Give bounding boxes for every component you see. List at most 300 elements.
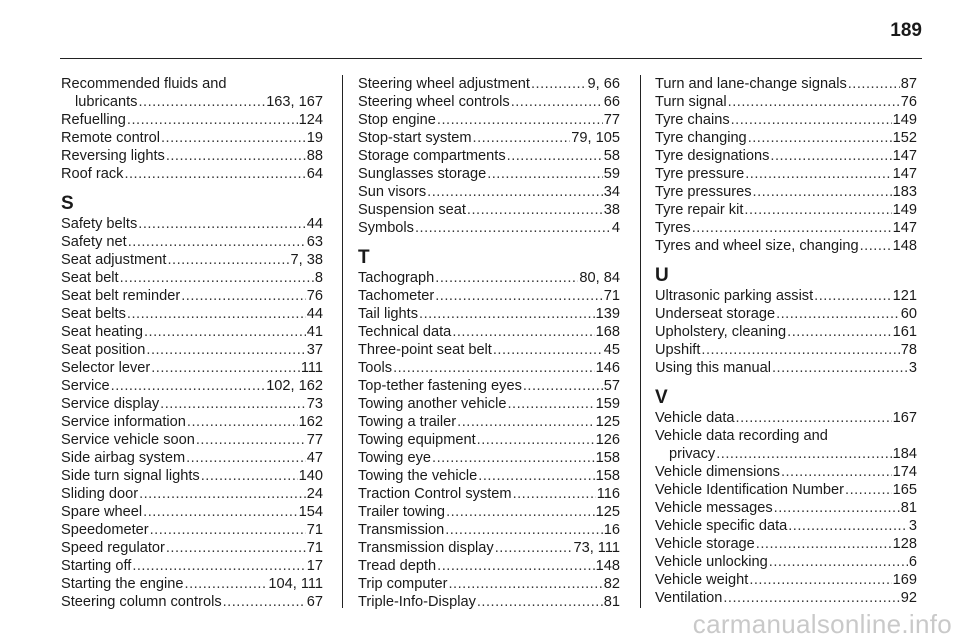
index-entry — [358, 323, 620, 341]
page-reference[interactable]: 44 — [306, 216, 323, 232]
page-reference[interactable]: 34 — [603, 184, 620, 200]
index-term: Side turn signal lights — [61, 468, 200, 484]
page-reference[interactable]: 125 — [595, 414, 620, 430]
page-reference[interactable]: 63 — [306, 234, 323, 250]
index-entry — [358, 593, 620, 611]
dot-leader — [437, 111, 603, 129]
index-entry — [655, 589, 917, 607]
dot-leader — [435, 269, 578, 287]
page-reference[interactable]: 148 — [892, 238, 917, 254]
section-letter-heading: S — [61, 193, 74, 214]
index-term: Vehicle unlocking — [655, 554, 768, 570]
dot-leader — [507, 395, 594, 413]
page-reference[interactable]: 59 — [603, 166, 620, 182]
page-reference[interactable]: 6 — [908, 554, 917, 570]
dot-leader — [770, 147, 891, 165]
page-reference[interactable]: 159 — [595, 396, 620, 412]
page-reference[interactable]: 77 — [306, 432, 323, 448]
index-term: Upholstery, cleaning — [655, 324, 787, 340]
index-entry — [61, 75, 323, 111]
page-reference[interactable]: 148 — [595, 558, 620, 574]
page-reference[interactable]: 147 — [892, 166, 917, 182]
index-entry — [61, 503, 323, 521]
page-reference[interactable]: 102, 162 — [266, 378, 323, 394]
page-reference[interactable]: 3 — [908, 360, 917, 376]
page-reference[interactable]: 158 — [595, 468, 620, 484]
index-entry — [61, 413, 323, 431]
dot-leader — [446, 503, 595, 521]
section-letter-heading: V — [655, 387, 668, 408]
dot-leader — [160, 395, 306, 413]
dot-leader — [151, 359, 300, 377]
index-term: Steering column controls — [61, 594, 222, 610]
index-entry — [61, 251, 323, 269]
dot-leader — [845, 481, 892, 499]
index-term: Storage compartments — [358, 148, 506, 164]
page-reference[interactable]: 126 — [595, 432, 620, 448]
index-entry — [61, 539, 323, 557]
index-entry — [61, 111, 323, 129]
page-reference[interactable]: 167 — [892, 410, 917, 426]
dot-leader — [185, 575, 268, 593]
index-term: Transmission display — [358, 540, 494, 556]
dot-leader — [196, 431, 306, 449]
index-entry — [655, 481, 917, 499]
index-entry — [358, 413, 620, 431]
dot-leader — [513, 485, 596, 503]
dot-leader — [167, 251, 289, 269]
index-entry — [61, 485, 323, 503]
page-reference[interactable]: 162 — [298, 414, 323, 430]
index-entry — [61, 305, 323, 323]
page-reference[interactable]: 73, 111 — [573, 540, 620, 556]
index-term: Tyres — [655, 220, 691, 236]
index-entry — [358, 575, 620, 593]
page-reference[interactable]: 152 — [892, 130, 917, 146]
page-reference[interactable]: 140 — [298, 468, 323, 484]
dot-leader — [860, 237, 892, 255]
dot-leader — [772, 359, 908, 377]
index-entry — [61, 395, 323, 413]
dot-leader — [692, 219, 892, 237]
index-entry — [358, 377, 620, 395]
index-term: Service — [61, 378, 110, 394]
index-term: Ventilation — [655, 590, 723, 606]
page-reference[interactable]: 3 — [908, 518, 917, 534]
index-entry — [655, 553, 917, 571]
section-letter-heading: U — [655, 265, 669, 286]
index-entry — [358, 449, 620, 467]
index-term: Technical data — [358, 324, 452, 340]
index-entry — [358, 503, 620, 521]
page-reference[interactable]: 47 — [306, 450, 323, 466]
dot-leader — [432, 449, 595, 467]
index-term: Remote control — [61, 130, 160, 146]
index-entry — [655, 287, 917, 305]
index-entry — [358, 359, 620, 377]
index-entry — [61, 129, 323, 147]
index-term: Service display — [61, 396, 160, 412]
index-entry — [655, 463, 917, 481]
index-term: Seat adjustment — [61, 252, 167, 268]
dot-leader — [748, 129, 892, 147]
index-entry — [358, 111, 620, 129]
index-entry — [358, 129, 620, 147]
page-reference[interactable]: 58 — [603, 148, 620, 164]
dot-leader — [138, 93, 265, 111]
dot-leader — [457, 413, 594, 431]
index-term: Upshift — [655, 342, 701, 358]
index-entry — [61, 323, 323, 341]
index-term: Tread depth — [358, 558, 437, 574]
index-term: Towing the vehicle — [358, 468, 478, 484]
dot-leader — [419, 305, 595, 323]
index-entry — [655, 129, 917, 147]
index-term: Underseat storage — [655, 306, 776, 322]
index-term: Transmission — [358, 522, 445, 538]
dot-leader — [435, 287, 603, 305]
index-term: Tools — [358, 360, 393, 376]
index-entry — [61, 233, 323, 251]
index-term: Starting the engine — [61, 576, 184, 592]
index-term: Vehicle messages — [655, 500, 773, 516]
index-term: Vehicle data recording and — [655, 428, 828, 444]
index-term: Towing eye — [358, 450, 432, 466]
index-column-2 — [358, 75, 620, 611]
page-reference[interactable]: 67 — [306, 594, 323, 610]
index-term: Service vehicle soon — [61, 432, 195, 448]
dot-leader — [523, 377, 603, 395]
dot-leader — [128, 233, 306, 251]
index-term: Tail lights — [358, 306, 419, 322]
index-entry — [61, 521, 323, 539]
index-entry — [358, 341, 620, 359]
index-entry — [655, 499, 917, 517]
dot-leader — [143, 503, 298, 521]
index-term: Sun visors — [358, 184, 427, 200]
page-reference[interactable]: 66 — [603, 94, 620, 110]
index-term: Tyre repair kit — [655, 202, 744, 218]
index-entry — [358, 521, 620, 539]
index-entry — [358, 287, 620, 305]
dot-leader — [437, 557, 594, 575]
index-term: Trip computer — [358, 576, 448, 592]
dot-leader — [701, 341, 899, 359]
page-reference[interactable]: 78 — [900, 342, 917, 358]
index-entry — [655, 517, 917, 535]
dot-leader — [473, 129, 571, 147]
index-entry — [61, 467, 323, 485]
dot-leader — [186, 449, 306, 467]
page-reference[interactable]: 7, 38 — [290, 252, 323, 268]
index-term: Suspension seat — [358, 202, 466, 218]
page-reference[interactable]: 128 — [892, 536, 917, 552]
dot-leader — [493, 341, 603, 359]
index-term: Stop-start system — [358, 130, 472, 146]
page-reference[interactable]: 111 — [300, 360, 323, 376]
page-reference[interactable]: 165 — [892, 482, 917, 498]
index-entry — [358, 75, 620, 93]
dot-leader — [731, 111, 892, 129]
dot-leader — [728, 93, 900, 111]
index-entry — [358, 165, 620, 183]
index-entry — [655, 93, 917, 111]
index-term: Safety net — [61, 234, 127, 250]
dot-leader — [744, 201, 891, 219]
index-term: Tyre pressures — [655, 184, 752, 200]
dot-leader — [776, 305, 900, 323]
index-entry — [358, 201, 620, 219]
page-reference[interactable]: 168 — [595, 324, 620, 340]
page-reference[interactable]: 149 — [892, 112, 917, 128]
index-term: Vehicle weight — [655, 572, 749, 588]
index-entry — [655, 111, 917, 129]
dot-leader — [774, 499, 900, 517]
header-rule — [60, 58, 922, 59]
dot-leader — [139, 485, 306, 503]
page-reference[interactable]: 71 — [603, 288, 620, 304]
index-term: Traction Control system — [358, 486, 512, 502]
index-entry — [655, 201, 917, 219]
page-reference[interactable]: 17 — [306, 558, 323, 574]
dot-leader — [415, 219, 611, 237]
index-entry — [358, 539, 620, 557]
dot-leader — [138, 215, 306, 233]
dot-leader — [769, 553, 908, 571]
page-reference[interactable]: 71 — [306, 522, 323, 538]
index-entry — [655, 237, 917, 255]
page-reference[interactable]: 169 — [892, 572, 917, 588]
index-entry — [358, 431, 620, 449]
page-reference[interactable]: 8 — [314, 270, 323, 286]
page-reference[interactable]: 57 — [603, 378, 620, 394]
page-reference[interactable]: 87 — [900, 76, 917, 92]
index-entry — [358, 147, 620, 165]
index-entry — [61, 557, 323, 575]
index-term: Towing a trailer — [358, 414, 457, 430]
page-reference[interactable]: 147 — [892, 220, 917, 236]
index-entry — [358, 467, 620, 485]
index-column-1 — [61, 75, 323, 611]
dot-leader — [445, 521, 603, 539]
page-reference[interactable]: 121 — [892, 288, 917, 304]
page-reference[interactable]: 125 — [595, 504, 620, 520]
dot-leader — [427, 183, 603, 201]
page-reference[interactable]: 163, 167 — [266, 94, 323, 110]
index-term: Tyre pressure — [655, 166, 745, 182]
index-entry — [61, 165, 323, 183]
dot-leader — [507, 147, 603, 165]
index-term: Sliding door — [61, 486, 139, 502]
index-entry — [655, 427, 917, 463]
index-term: Spare wheel — [61, 504, 143, 520]
index-term: Vehicle dimensions — [655, 464, 780, 480]
index-term: Refuelling — [61, 112, 126, 128]
dot-leader — [477, 593, 603, 611]
index-term: Turn and lane-change signals — [655, 76, 847, 92]
index-term: Sunglasses storage — [358, 166, 487, 182]
page-reference[interactable]: 149 — [892, 202, 917, 218]
dot-leader — [749, 571, 891, 589]
page-reference[interactable]: 73 — [306, 396, 323, 412]
index-entry — [358, 305, 620, 323]
index-entry — [655, 75, 917, 93]
index-term-continuation: privacy — [669, 446, 716, 462]
dot-leader — [201, 467, 298, 485]
page-reference[interactable]: 183 — [892, 184, 917, 200]
dot-leader — [736, 409, 892, 427]
column-divider — [342, 75, 343, 608]
index-term: Tyre changing — [655, 130, 747, 146]
page-reference[interactable]: 81 — [603, 594, 620, 610]
dot-leader — [127, 111, 298, 129]
index-entry — [655, 341, 917, 359]
dot-leader — [848, 75, 900, 93]
index-entry — [61, 377, 323, 395]
index-term: Vehicle data — [655, 410, 735, 426]
dot-leader — [788, 517, 908, 535]
page-reference[interactable]: 60 — [900, 306, 917, 322]
dot-leader — [150, 521, 306, 539]
page-reference[interactable]: 80, 84 — [579, 270, 620, 286]
index-term-continuation: lubricants — [75, 94, 138, 110]
index-entry — [358, 183, 620, 201]
page-reference[interactable]: 76 — [900, 94, 917, 110]
page-reference[interactable]: 92 — [900, 590, 917, 606]
index-term: Steering wheel controls — [358, 94, 510, 110]
index-term: Steering wheel adjustment — [358, 76, 530, 92]
dot-leader — [111, 377, 266, 395]
index-term: Tyre chains — [655, 112, 730, 128]
dot-leader — [132, 557, 305, 575]
index-term: Reversing lights — [61, 148, 165, 164]
page-reference[interactable]: 37 — [306, 342, 323, 358]
index-entry — [358, 269, 620, 287]
index-column-3 — [655, 75, 917, 607]
index-term: Seat belt reminder — [61, 288, 181, 304]
index-term: Speed regulator — [61, 540, 165, 556]
dot-leader — [745, 165, 891, 183]
dot-leader — [181, 287, 306, 305]
index-entry — [61, 359, 323, 377]
page-reference[interactable]: 64 — [306, 166, 323, 182]
page-reference[interactable]: 77 — [603, 112, 620, 128]
dot-leader — [477, 431, 595, 449]
page-reference[interactable]: 44 — [306, 306, 323, 322]
watermark: carmanualsonline.info — [692, 609, 952, 639]
page-reference[interactable]: 116 — [596, 486, 620, 502]
index-term: Tyres and wheel size, changing — [655, 238, 859, 254]
page-reference[interactable]: 104, 111 — [268, 576, 323, 592]
dot-leader — [223, 593, 306, 611]
dot-leader — [146, 341, 305, 359]
index-entry — [655, 571, 917, 589]
index-term: Seat belts — [61, 306, 126, 322]
page-reference[interactable]: 124 — [298, 112, 323, 128]
dot-leader — [393, 359, 595, 377]
page-reference[interactable]: 41 — [306, 324, 323, 340]
column-divider — [640, 75, 641, 608]
dot-leader — [511, 93, 603, 111]
index-term: Seat position — [61, 342, 146, 358]
index-term: Three-point seat belt — [358, 342, 492, 358]
index-entry — [61, 269, 323, 287]
dot-leader — [495, 539, 573, 557]
index-term: Speedometer — [61, 522, 149, 538]
page-reference[interactable]: 146 — [595, 360, 620, 376]
page-reference[interactable]: 88 — [306, 148, 323, 164]
index-term: Ultrasonic parking assist — [655, 288, 814, 304]
page-reference[interactable]: 79, 105 — [571, 130, 620, 146]
page-reference[interactable]: 71 — [306, 540, 323, 556]
index-term: Selector lever — [61, 360, 151, 376]
index-entry — [655, 323, 917, 341]
page-reference[interactable]: 184 — [892, 446, 917, 462]
dot-leader — [124, 165, 305, 183]
page-reference[interactable]: 4 — [611, 220, 620, 236]
page-reference[interactable]: 16 — [603, 522, 620, 538]
dot-leader — [531, 75, 587, 93]
index-term: Tachometer — [358, 288, 435, 304]
index-term: Vehicle storage — [655, 536, 755, 552]
index-entry — [358, 219, 620, 237]
index-entry — [61, 575, 323, 593]
index-term: Triple-Info-Display — [358, 594, 476, 610]
dot-leader — [452, 323, 594, 341]
page-reference[interactable]: 38 — [603, 202, 620, 218]
page-reference[interactable]: 139 — [595, 306, 620, 322]
dot-leader — [487, 165, 603, 183]
index-term: Towing equipment — [358, 432, 476, 448]
index-entry — [61, 431, 323, 449]
page-reference[interactable]: 24 — [306, 486, 323, 502]
dot-leader — [787, 323, 891, 341]
dot-leader — [166, 539, 306, 557]
page-reference[interactable]: 174 — [892, 464, 917, 480]
dot-leader — [161, 129, 306, 147]
index-entry — [358, 93, 620, 111]
index-entry — [655, 183, 917, 201]
index-term: Roof rack — [61, 166, 124, 182]
index-term: Towing another vehicle — [358, 396, 507, 412]
page-reference[interactable]: 161 — [892, 324, 917, 340]
index-term: Tyre designations — [655, 148, 770, 164]
index-entry — [655, 305, 917, 323]
dot-leader — [756, 535, 892, 553]
page-reference[interactable]: 81 — [900, 500, 917, 516]
page-reference[interactable]: 45 — [603, 342, 620, 358]
index-entry — [358, 557, 620, 575]
section-letter-heading: T — [358, 247, 370, 268]
page-reference[interactable]: 147 — [892, 148, 917, 164]
index-term: Symbols — [358, 220, 414, 236]
index-term: Service information — [61, 414, 186, 430]
index-term: Vehicle Identification Number — [655, 482, 845, 498]
page-reference[interactable]: 82 — [603, 576, 620, 592]
page-reference[interactable]: 76 — [306, 288, 323, 304]
page-reference[interactable]: 9, 66 — [587, 76, 620, 92]
dot-leader — [166, 147, 306, 165]
dot-leader — [127, 305, 306, 323]
dot-leader — [723, 589, 899, 607]
index-term: Trailer towing — [358, 504, 446, 520]
index-term: Seat belt — [61, 270, 119, 286]
page-reference[interactable]: 154 — [298, 504, 323, 520]
page-reference[interactable]: 19 — [306, 130, 323, 146]
index-entry — [61, 449, 323, 467]
dot-leader — [144, 323, 306, 341]
page-reference[interactable]: 158 — [595, 450, 620, 466]
